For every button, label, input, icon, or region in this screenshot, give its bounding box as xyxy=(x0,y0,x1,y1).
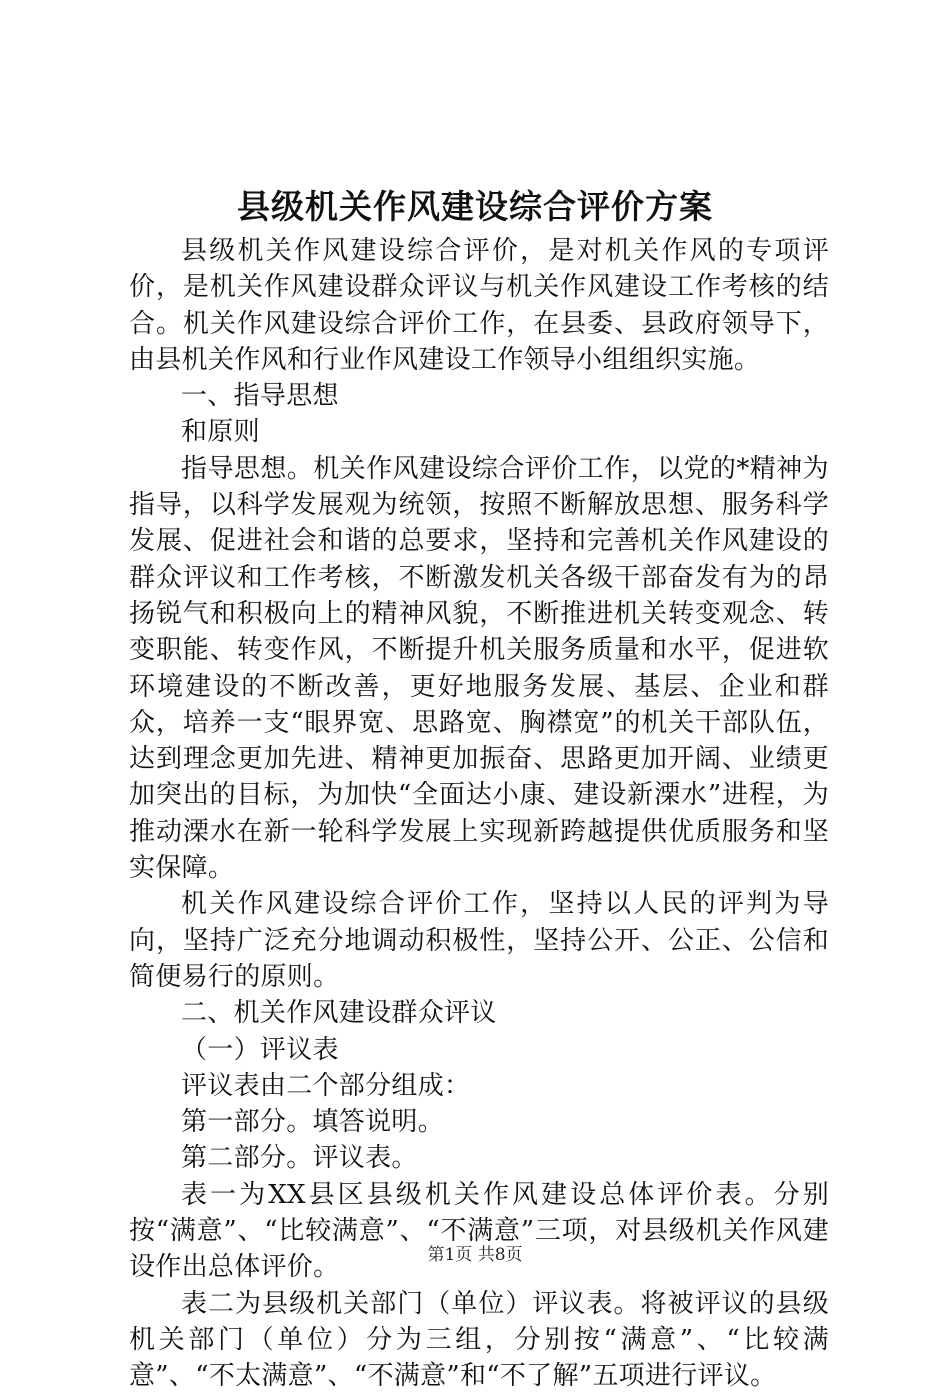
paragraph-table-one: 表一为XX县区县级机关作风建设总体评价表。分别按“满意”、“比较满意”、“不满意”三项，对县级机关作风建设作出总体评价。 xyxy=(129,1179,829,1283)
section-heading-public-review: 二、机关作风建设群众评议 xyxy=(181,998,497,1029)
paragraph-guiding-ideology: 指导思想。机关作风建设综合评价工作，以党的*精神为指导，以科学发展观为统领，按照不断解放思想、服务科学发展、促进社会和谐的总要求，坚持和完善机关作风建设的群众评议和工作考核，不断激发机关各级干部奋发有为的昂扬锐气和积极向上的精神风貌，不断推进机关转变观念、转变职能、转变作风，不断提升机关服务质量和水平，促进软环境建设的不断改善，更好地服务发展、基层、企业和群众，培养一支“眼界宽、思路宽、胸襟宽”的机关干部队伍，达到理念更加先进、精神更加振奋、思路更加开阔、业绩更加突出的目标，为加快“全面达小康、建设新溧水”进程，为推动溧水在新一轮科学发展上实现新跨越提供优质服务和坚实保障。 xyxy=(129,453,829,884)
paragraph-principles: 机关作风建设综合评价工作，坚持以人民的评判为导向，坚持广泛充分地调动积极性，坚持公开、公正、公信和简便易行的原则。 xyxy=(129,889,829,992)
paragraph-table-two: 表二为县级机关部门（单位）评议表。将被评议的县级机关部门（单位）分为三组，分别按“满意”、“比较满意”、“不太满意”、“不满意”和“不了解”五项进行评议。 xyxy=(129,1288,829,1392)
paragraph-intro: 县级机关作风建设综合评价，是对机关作风的专项评价，是机关作风建设群众评议与机关作风建设工作考核的结合。机关作风建设综合评价工作，在县委、县政府领导下，由县机关作风和行业作风建设工作领导小组组织实施。 xyxy=(129,236,829,375)
page-number-footer: 第1页 共8页 xyxy=(427,1245,523,1265)
paragraph-form-composition: 评议表由二个部分组成： xyxy=(181,1070,471,1101)
document-body xyxy=(129,233,829,1395)
section-heading-guiding-ideology: 一、指导思想 xyxy=(181,381,339,412)
subsection-heading-review-form: （一）评议表 xyxy=(181,1034,339,1065)
paragraph-part-two: 第二部分。评议表。 xyxy=(181,1143,418,1174)
document-title: 县级机关作风建设综合评价方案 xyxy=(237,187,713,226)
paragraph-part-one: 第一部分。填答说明。 xyxy=(181,1107,445,1138)
section-heading-principles: 和原则 xyxy=(181,417,260,448)
